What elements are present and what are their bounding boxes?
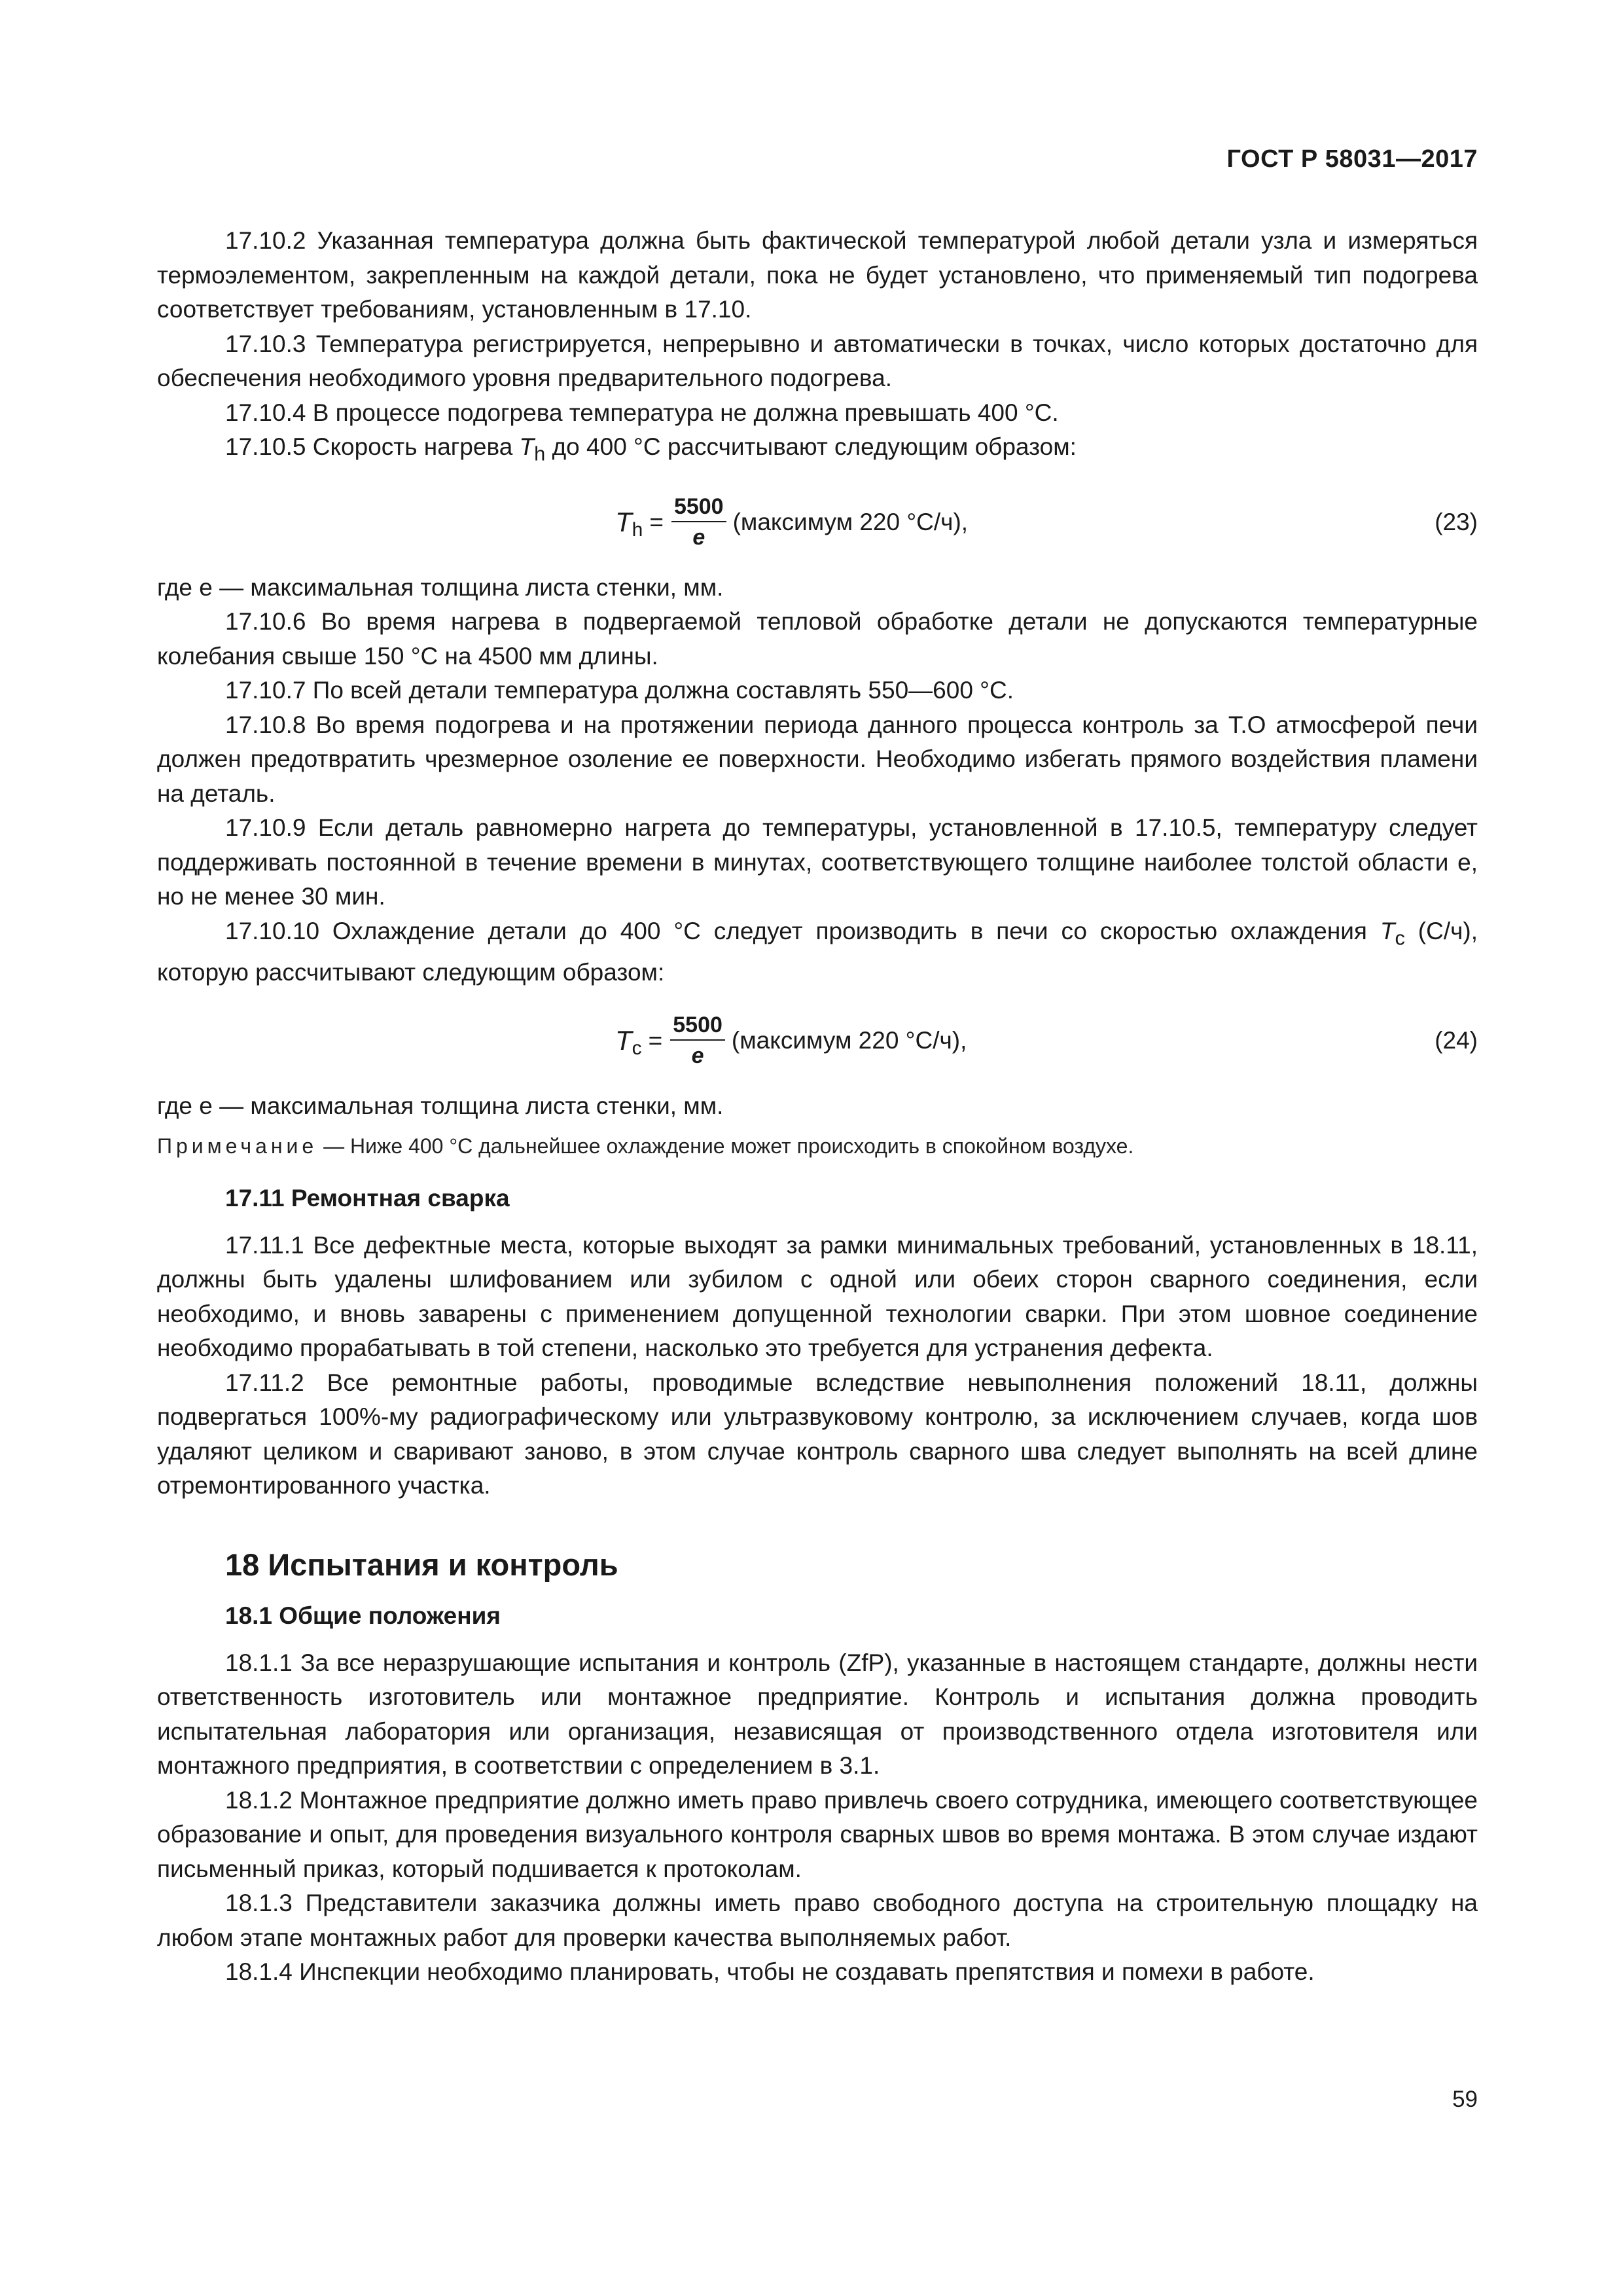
equals-sign: = bbox=[648, 1027, 663, 1054]
paragraph-17-10-7: 17.10.7 По всей детали температура должна составлять 550—600 °С. bbox=[225, 677, 1014, 704]
document-body bbox=[157, 224, 1478, 1990]
section-heading-17-11: 17.11 Ремонтная сварка bbox=[225, 1184, 510, 1211]
paragraph-18-1-3: 18.1.3 Представители заказчика должны иметь право свободного доступа на строительную площадку на любом этапе монтажных работ для проверки качества выполняемых работ. bbox=[157, 1890, 1478, 1951]
formula-24 bbox=[157, 1004, 1478, 1077]
paragraph-17-10-8: 17.10.8 Во время подогрева и на протяжении периода данного процесса контроль за Т.О атмосферой печи должен предотвратить чрезмерное озоление ее поверхности. Необходимо избегать прямого воздействия пламени на деталь. bbox=[157, 711, 1478, 807]
formula-variable: T bbox=[615, 1025, 632, 1056]
paragraph-17-10-3: 17.10.3 Температура регистрируется, непрерывно и автоматически в точках, число которых достаточно для обеспечения необходимого уровня предварительного подогрева. bbox=[157, 330, 1478, 391]
equals-sign: = bbox=[649, 508, 664, 535]
formula-subscript: c bbox=[632, 1037, 642, 1060]
math-subscript: c bbox=[1395, 926, 1405, 950]
fraction-numerator: 5500 bbox=[671, 492, 726, 522]
section-heading-18: 18 Испытания и контроль bbox=[225, 1547, 618, 1582]
paragraph-text: 17.10.10 Охлаждение детали до 400 °С следует производить в печи со скоростью охлаждения bbox=[225, 917, 1380, 944]
formula-23-explanation: где е — максимальная толщина листа стенки, мм. bbox=[157, 573, 724, 601]
paragraph-17-10-2: 17.10.2 Указанная температура должна быть фактической температурой любой детали узла и измеряться термоэлементом, закрепленным на каждой детали, пока не будет установлено, что применяемый тип подогрева соответствует требованиям, установленным в 17.10. bbox=[157, 227, 1478, 323]
paragraph-18-1-2: 18.1.2 Монтажное предприятие должно иметь право привлечь своего сотрудника, имеющего соответствующее образование и опыт, для проведения визуального контроля сварных швов во время монтажа. В этом случае издают письменный приказ, который подшивается к протоколам. bbox=[157, 1786, 1478, 1882]
fraction-denominator: e bbox=[691, 1043, 704, 1069]
paragraph-17-11-1: 17.11.1 Все дефектные места, которые выходят за рамки минимальных требований, установленных в 18.11, должны быть удалены шлифованием или зубилом с одной или обеих сторон сварного соединения, если необходимо, и вновь заварены с применением допущенной технологии сварки. При этом шовное соединение необходимо прорабатывать в той степени, насколько это требуется для устранения дефекта. bbox=[157, 1231, 1478, 1362]
paragraph-18-1-4: 18.1.4 Инспекции необходимо планировать, чтобы не создавать препятствия и помехи в работе. bbox=[225, 1958, 1315, 1986]
note-label: Примечание bbox=[157, 1134, 318, 1158]
paragraph-text: (С/ч), которую рассчитывают следующим образом: bbox=[157, 917, 1478, 986]
paragraph-17-10-5 bbox=[157, 430, 1478, 471]
paragraph-18-1-1: 18.1.1 За все неразрушающие испытания и контроль (ZfP), указанные в настоящем стандарте, должны нести ответственность изготовитель или монтажное предприятие. Контроль и испытания должна проводить испытательная лаборатория или организация, независящая от производственного отдела изготовителя или монтажного предприятия, в соответствии с определением в 3.1. bbox=[157, 1649, 1478, 1780]
formula-expression bbox=[615, 1004, 967, 1077]
note bbox=[157, 1129, 1478, 1163]
paragraph-17-10-4: 17.10.4 В процессе подогрева температура не должна превышать 400 °С. bbox=[225, 399, 1059, 426]
paragraph-17-10-10 bbox=[157, 914, 1478, 990]
formula-expression bbox=[615, 486, 968, 559]
paragraph-17-11-2: 17.11.2 Все ремонтные работы, проводимые вследствие невыполнения положений 18.11, должны подвергаться 100%-му радиографическому или ультразвуковому контролю, за исключением случаев, когда шов удаляют целиком и сваривают заново, в этом случае контроль сварного шва следует выполнять на всей длине отремонтированного участка. bbox=[157, 1369, 1478, 1499]
fraction bbox=[671, 492, 726, 552]
note-text: — Ниже 400 °С дальнейшее охлаждение может происходить в спокойном воздухе. bbox=[317, 1134, 1134, 1158]
section-heading-18-1: 18.1 Общие положения bbox=[225, 1602, 501, 1629]
formula-subscript: h bbox=[632, 518, 643, 541]
formula-number: (23) bbox=[1435, 508, 1478, 535]
formula-24-explanation: где е — максимальная толщина листа стенки, мм. bbox=[157, 1092, 724, 1120]
formula-number: (24) bbox=[1435, 1027, 1478, 1054]
fraction bbox=[670, 1011, 725, 1071]
page-number: 59 bbox=[1452, 2087, 1478, 2112]
paragraph-17-10-9: 17.10.9 Если деталь равномерно нагрета до температуры, установленной в 17.10.5, температуру следует поддерживать постоянной в течение времени в минутах, соответствующего толщине наиболее толстой области е, но не менее 30 мин. bbox=[157, 814, 1478, 910]
paragraph-text: 17.10.5 Скорость нагрева bbox=[225, 433, 520, 460]
formula-23 bbox=[157, 486, 1478, 559]
document-id-header: ГОСТ Р 58031—2017 bbox=[1226, 145, 1478, 173]
document-page bbox=[157, 0, 1478, 2296]
formula-variable: T bbox=[615, 506, 632, 537]
fraction-denominator: e bbox=[692, 524, 705, 550]
formula-condition: (максимум 220 °С/ч), bbox=[731, 1027, 967, 1054]
paragraph-text: до 400 °С рассчитывают следующим образом: bbox=[545, 433, 1077, 460]
math-variable: T bbox=[1380, 917, 1395, 944]
fraction-numerator: 5500 bbox=[670, 1011, 725, 1041]
paragraph-17-10-6: 17.10.6 Во время нагрева в подвергаемой тепловой обработке детали не допускаются температурные колебания свыше 150 °С на 4500 мм длины. bbox=[157, 608, 1478, 670]
math-variable: T bbox=[519, 433, 535, 460]
math-subscript: h bbox=[534, 442, 546, 465]
formula-condition: (максимум 220 °С/ч), bbox=[732, 508, 969, 535]
